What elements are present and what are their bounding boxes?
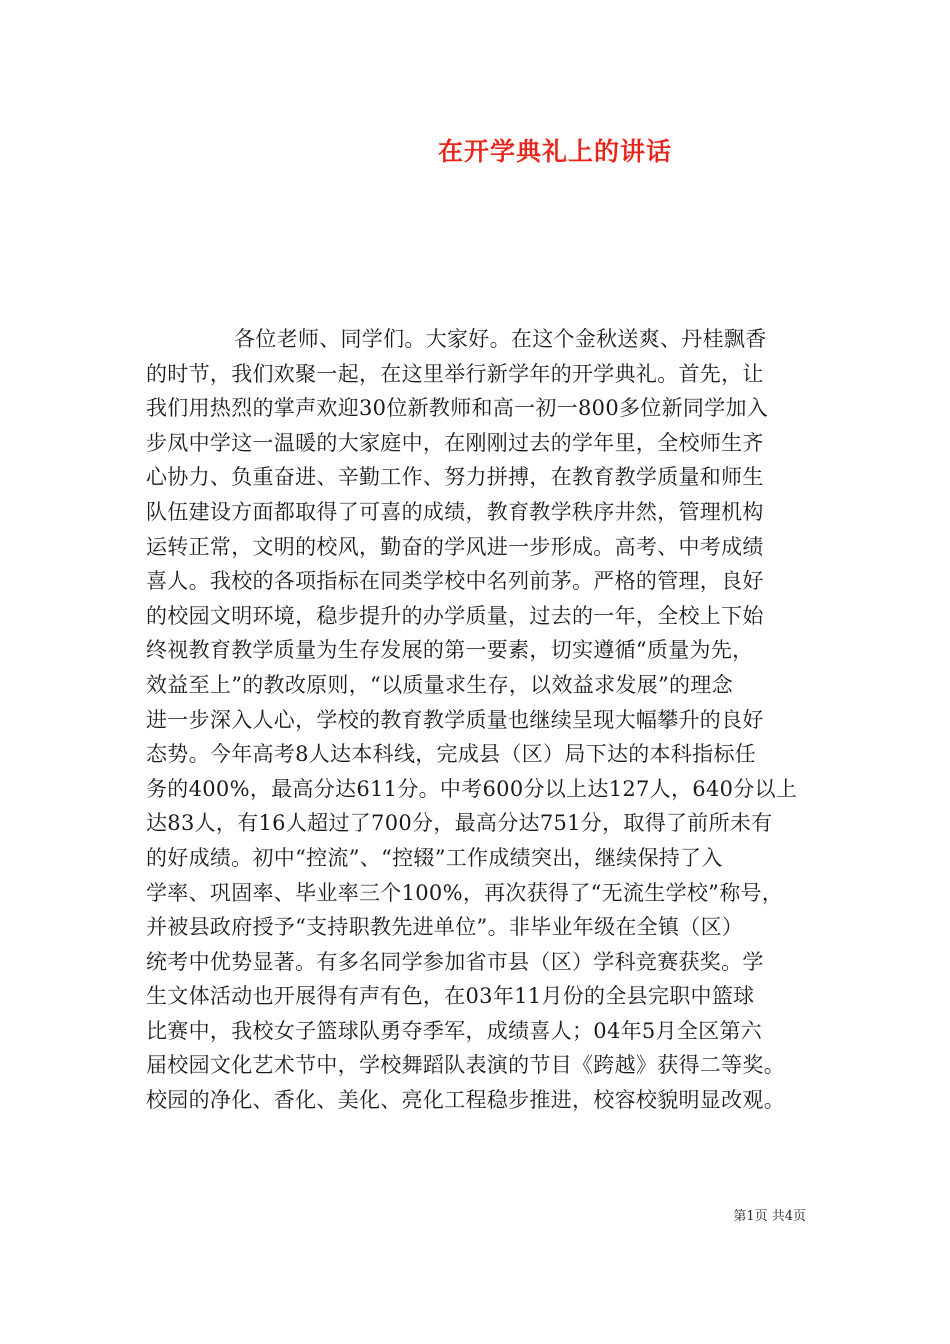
body-line: 态势。今年高考8人达本科线，完成县（区）局下达的本科指标任	[146, 742, 757, 767]
body-line: 运转正常，文明的校风，勤奋的学风进一步形成。高考、中考成绩	[146, 534, 764, 559]
document-title: 在开学典礼上的讲话	[437, 137, 672, 166]
body-line: 进一步深入人心，学校的教育教学质量也继续呈现大幅攀升的良好	[146, 707, 764, 732]
body-line: 各位老师、同学们。大家好。在这个金秋送爽、丹桂飘香	[234, 327, 767, 351]
body-line: 学率、巩固率、毕业率三个100%，再次获得了“无流生学校”称号，	[146, 880, 784, 905]
body-line: 生文体活动也开展得有声有色，在03年11月份的全县完职中篮球	[146, 984, 755, 1009]
body-line: 队伍建设方面都取得了可喜的成绩，教育教学秩序井然，管理机构	[146, 499, 764, 524]
body-line: 的时节，我们欢聚一起，在这里举行新学年的开学典礼。首先，让	[146, 361, 764, 386]
body-line: 心协力、负重奋进、辛勤工作、努力拼搏，在教育教学质量和师生	[146, 465, 764, 490]
page-footer: 第1页 共4页	[733, 1209, 806, 1224]
body-line: 步凤中学这一温暖的大家庭中，在刚刚过去的学年里，全校师生齐	[146, 430, 764, 455]
body-line: 终视教育教学质量为生存发展的第一要素，切实遵循“质量为先，	[146, 638, 754, 663]
body-line: 校园的净化、香化、美化、亮化工程稳步推进，校容校貌明显改观。	[146, 1088, 785, 1113]
speech-body	[146, 322, 814, 1118]
body-line: 达83人，有16人超过了700分，最高分达751分，取得了前所未有	[146, 811, 773, 836]
body-line: 效益至上”的教改原则，“以质量求生存，以效益求发展”的理念	[146, 672, 733, 697]
body-line: 并被县政府授予“支持职教先进单位”。非毕业年级在全镇（区）	[146, 915, 744, 940]
body-line: 我们用热烈的掌声欢迎30位新教师和高一初一800多位新同学加入	[146, 396, 769, 421]
body-line: 的校园文明环境，稳步提升的办学质量，过去的一年，全校上下始	[146, 603, 764, 628]
body-line: 届校园文化艺术节中，学校舞蹈队表演的节目《跨越》获得二等奖。	[146, 1053, 785, 1078]
body-line: 喜人。我校的各项指标在同类学校中名列前茅。严格的管理，良好	[146, 569, 764, 594]
body-line: 统考中优势显著。有多名同学参加省市县（区）学科竞赛获奖。学	[146, 949, 764, 974]
body-line: 比赛中，我校女子篮球队勇夺季军，成绩喜人；04年5月全区第六	[146, 1018, 763, 1043]
body-line: 的好成绩。初中“控流”、“控辍”工作成绩突出，继续保持了入	[146, 845, 723, 870]
body-line: 务的400%，最高分达611分。中考600分以上达127人，640分以上	[146, 776, 798, 801]
